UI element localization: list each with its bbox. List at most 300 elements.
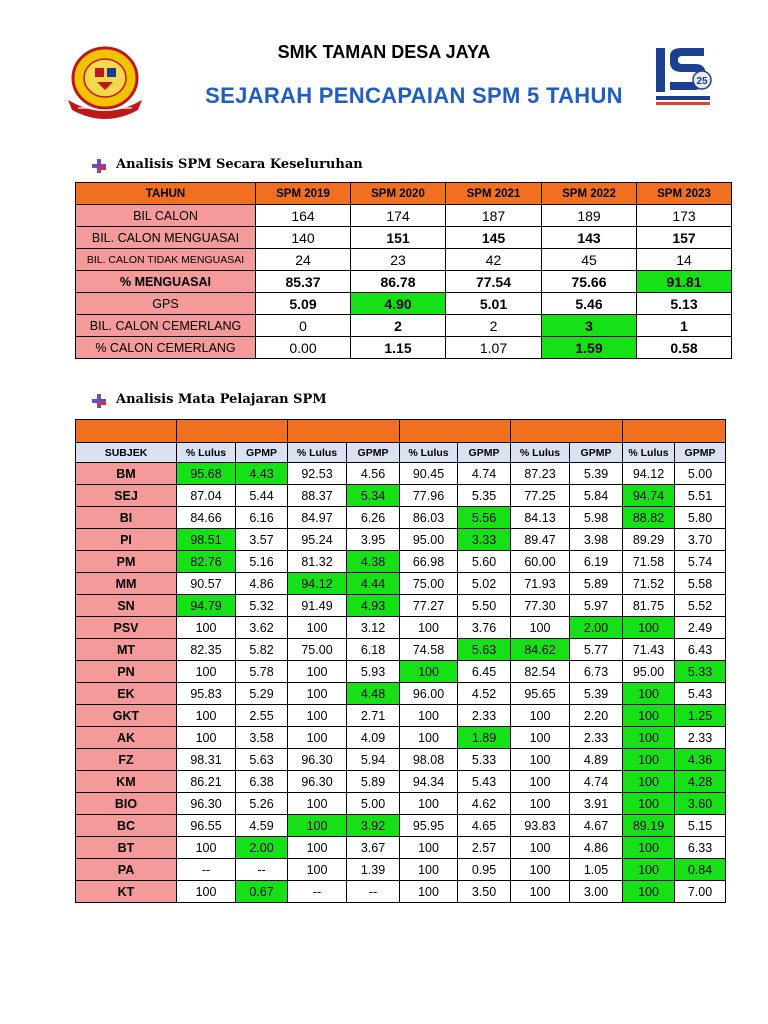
table-row [76, 205, 732, 227]
table-cell-highlight: 95.68 [177, 463, 236, 485]
table-cell: 100 [288, 837, 347, 859]
table-cell: 5.00 [347, 793, 400, 815]
row-label: % CALON CEMERLANG [76, 337, 256, 359]
table-row [76, 683, 726, 705]
table-cell-highlight: 100 [623, 793, 675, 815]
table-cell: 95.95 [400, 815, 458, 837]
table-cell: 77.25 [511, 485, 570, 507]
subject-label: KT [76, 881, 177, 903]
table-cell: 100 [400, 837, 458, 859]
table-cell-highlight: 94.12 [288, 573, 347, 595]
table-cell-highlight: 4.43 [236, 463, 288, 485]
table-cell: 164 [256, 205, 351, 227]
table-cell-highlight: 5.63 [458, 639, 511, 661]
subject-label: KM [76, 771, 177, 793]
table-cell-highlight: 4.36 [675, 749, 726, 771]
table-cell: 86.78 [351, 271, 446, 293]
table-cell: 5.09 [256, 293, 351, 315]
table-cell: 66.98 [400, 551, 458, 573]
table-cell: 100 [288, 705, 347, 727]
table-cell: 96.55 [177, 815, 236, 837]
table-cell: 98.31 [177, 749, 236, 771]
table-cell: 100 [511, 771, 570, 793]
table-cell-highlight: 1.89 [458, 727, 511, 749]
table-cell: 89.47 [511, 529, 570, 551]
table-cell-highlight: 100 [623, 881, 675, 903]
table-cell: 5.78 [236, 661, 288, 683]
table-cell: 157 [637, 227, 732, 249]
row-label: % MENGUASAI [76, 271, 256, 293]
table-cell: 3.00 [570, 881, 623, 903]
table-cell: 95.00 [623, 661, 675, 683]
table-cell: 71.58 [623, 551, 675, 573]
table-cell: 96.30 [288, 771, 347, 793]
table-cell: 100 [177, 705, 236, 727]
section2-heading [92, 392, 327, 407]
table-cell: 81.32 [288, 551, 347, 573]
table-cell: 2.49 [675, 617, 726, 639]
table-cell: 5.84 [570, 485, 623, 507]
table-row [76, 249, 732, 271]
row-label: BIL. CALON MENGUASAI [76, 227, 256, 249]
subject-label: BT [76, 837, 177, 859]
page-title: SEJARAH PENCAPAIAN SPM 5 TAHUN [205, 83, 623, 108]
table-cell: 90.57 [177, 573, 236, 595]
table-cell: 23 [351, 249, 446, 271]
table-cell-highlight: 100 [623, 771, 675, 793]
table-cell: 2.55 [236, 705, 288, 727]
table-cell-highlight: 91.81 [637, 271, 732, 293]
table-cell-highlight: 100 [623, 727, 675, 749]
table-cell-highlight: 4.28 [675, 771, 726, 793]
table-cell: 3.98 [570, 529, 623, 551]
subject-label: MM [76, 573, 177, 595]
subheader-row [76, 443, 726, 463]
table-cell: 189 [542, 205, 637, 227]
table-cell: 5.39 [570, 683, 623, 705]
table-cell-highlight: 4.93 [347, 595, 400, 617]
table-cell: 82.35 [177, 639, 236, 661]
table-cell: 100 [511, 705, 570, 727]
table-row [76, 793, 726, 815]
table-cell: 1.07 [446, 337, 542, 359]
table-cell: 85.37 [256, 271, 351, 293]
table-cell: 5.43 [458, 771, 511, 793]
table-cell: 5.00 [675, 463, 726, 485]
header-cell [623, 420, 726, 443]
table-row [76, 463, 726, 485]
table-cell: 100 [177, 881, 236, 903]
table-cell: 100 [511, 881, 570, 903]
column-header: SUBJEK [76, 443, 177, 463]
table-cell: 5.02 [458, 573, 511, 595]
subject-label: BM [76, 463, 177, 485]
table-cell: 93.83 [511, 815, 570, 837]
table-cell: 100 [177, 727, 236, 749]
table-cell: 100 [511, 617, 570, 639]
table-cell: 87.04 [177, 485, 236, 507]
table-cell: 4.65 [458, 815, 511, 837]
table-cell: 5.51 [675, 485, 726, 507]
table-cell-highlight: 100 [288, 815, 347, 837]
table-cell: 3.76 [458, 617, 511, 639]
table-cell: 0.58 [637, 337, 732, 359]
table-cell: 187 [446, 205, 542, 227]
table-row [76, 639, 726, 661]
table-cell-highlight: 0.67 [236, 881, 288, 903]
table-cell-highlight: 100 [623, 705, 675, 727]
section2-title: Analisis Mata Pelajaran SPM [116, 392, 327, 407]
table-row [76, 485, 726, 507]
table-cell: 94.12 [623, 463, 675, 485]
table-cell: 1.15 [351, 337, 446, 359]
table-cell: 100 [400, 727, 458, 749]
table-cell: 5.29 [236, 683, 288, 705]
table-cell-highlight: 4.38 [347, 551, 400, 573]
column-header: % Lulus [511, 443, 570, 463]
table-cell: 6.16 [236, 507, 288, 529]
table-cell: 1 [637, 315, 732, 337]
table-cell: -- [347, 881, 400, 903]
table-cell: 100 [288, 661, 347, 683]
table-row [76, 573, 726, 595]
table-cell: 4.62 [458, 793, 511, 815]
table-cell: 3.12 [347, 617, 400, 639]
table-cell: 98.08 [400, 749, 458, 771]
table-cell: 100 [511, 727, 570, 749]
table-cell: 96.00 [400, 683, 458, 705]
table-cell: 14 [637, 249, 732, 271]
table-cell: 96.30 [177, 793, 236, 815]
table-cell: 6.18 [347, 639, 400, 661]
table-cell: 6.45 [458, 661, 511, 683]
subject-label: FZ [76, 749, 177, 771]
table-row [76, 507, 726, 529]
table-row [76, 859, 726, 881]
table-row [76, 749, 726, 771]
table-cell: 100 [400, 617, 458, 639]
table-row [76, 529, 726, 551]
table-cell: 5.94 [347, 749, 400, 771]
column-header: GPMP [236, 443, 288, 463]
table-cell: 5.16 [236, 551, 288, 573]
table-cell: 2 [351, 315, 446, 337]
table-cell: 5.33 [458, 749, 511, 771]
table-cell: 3.67 [347, 837, 400, 859]
section1-heading [92, 157, 363, 172]
table-cell: 95.83 [177, 683, 236, 705]
table-cell: 2.33 [570, 727, 623, 749]
table-row [76, 705, 726, 727]
table-cell: 95.65 [511, 683, 570, 705]
table-cell-highlight: 1.59 [542, 337, 637, 359]
table-cell: 6.38 [236, 771, 288, 793]
table-cell: 5.52 [675, 595, 726, 617]
table-cell: 24 [256, 249, 351, 271]
table-cell: 5.39 [570, 463, 623, 485]
table-cell: 74.58 [400, 639, 458, 661]
subject-label: PSV [76, 617, 177, 639]
table-row [76, 837, 726, 859]
table-cell-highlight: 82.76 [177, 551, 236, 573]
table-cell-highlight: 100 [623, 749, 675, 771]
table-cell: 77.27 [400, 595, 458, 617]
column-header: TAHUN [76, 183, 256, 205]
row-label: BIL CALON [76, 205, 256, 227]
table-cell: -- [236, 859, 288, 881]
table-cell-highlight: 3.92 [347, 815, 400, 837]
table-cell: 6.19 [570, 551, 623, 573]
table-cell: 6.33 [675, 837, 726, 859]
table-cell: 4.59 [236, 815, 288, 837]
table-row [76, 337, 732, 359]
table-cell: 5.15 [675, 815, 726, 837]
subject-label: PN [76, 661, 177, 683]
table-cell-highlight: 4.48 [347, 683, 400, 705]
column-header: SPM 2022 [542, 183, 637, 205]
table-cell: 2.33 [675, 727, 726, 749]
table-cell: 5.80 [675, 507, 726, 529]
table-cell-highlight: 3.33 [458, 529, 511, 551]
column-header: SPM 2020 [351, 183, 446, 205]
table-cell: 5.13 [637, 293, 732, 315]
table-cell: 2.71 [347, 705, 400, 727]
table-row [76, 227, 732, 249]
table-cell: 5.50 [458, 595, 511, 617]
school-name: SMK TAMAN DESA JAYA [277, 42, 491, 62]
table-cell: 100 [177, 617, 236, 639]
table-cell: 100 [511, 793, 570, 815]
header-cell [400, 420, 511, 443]
table-cell: 2 [446, 315, 542, 337]
table-cell: 3.91 [570, 793, 623, 815]
row-label: BIL. CALON TIDAK MENGUASAI [76, 249, 256, 271]
table-cell: 145 [446, 227, 542, 249]
subject-analysis-table [75, 419, 726, 903]
table-cell-highlight: 4.44 [347, 573, 400, 595]
table-cell: -- [288, 881, 347, 903]
table-cell: 4.74 [458, 463, 511, 485]
table-cell: 75.66 [542, 271, 637, 293]
table-cell: 7.00 [675, 881, 726, 903]
table-cell: 42 [446, 249, 542, 271]
table-cell: 5.63 [236, 749, 288, 771]
table-cell: 95.00 [400, 529, 458, 551]
table-cell: 75.00 [400, 573, 458, 595]
table-cell: 0 [256, 315, 351, 337]
column-header: SPM 2023 [637, 183, 732, 205]
table-cell: 6.26 [347, 507, 400, 529]
table-cell: 71.93 [511, 573, 570, 595]
table-cell: 2.57 [458, 837, 511, 859]
table-cell-highlight: 100 [400, 661, 458, 683]
table-cell-highlight: 88.82 [623, 507, 675, 529]
table-row [76, 881, 726, 903]
subject-label: GKT [76, 705, 177, 727]
table-cell-highlight: 2.00 [236, 837, 288, 859]
header-cell [511, 420, 623, 443]
bullet-icon [92, 159, 106, 173]
table-cell: 71.52 [623, 573, 675, 595]
table-cell: 94.34 [400, 771, 458, 793]
table-cell: 5.77 [570, 639, 623, 661]
table-cell: 4.89 [570, 749, 623, 771]
table-cell: 100 [288, 727, 347, 749]
table-row [76, 271, 732, 293]
table-cell: 95.24 [288, 529, 347, 551]
column-header: GPMP [675, 443, 726, 463]
header-cell [76, 420, 177, 443]
table-cell: 1.05 [570, 859, 623, 881]
table-row [76, 315, 732, 337]
year-header-row [76, 420, 726, 443]
column-header: % Lulus [288, 443, 347, 463]
table-cell: 5.82 [236, 639, 288, 661]
table-cell: 5.74 [675, 551, 726, 573]
table-cell: 71.43 [623, 639, 675, 661]
table-cell: 5.89 [347, 771, 400, 793]
column-header: GPMP [347, 443, 400, 463]
table-cell: 6.43 [675, 639, 726, 661]
table-cell: 82.54 [511, 661, 570, 683]
overall-analysis-table [75, 182, 732, 359]
table-cell: 4.74 [570, 771, 623, 793]
table-cell: 100 [511, 859, 570, 881]
table-cell: 84.66 [177, 507, 236, 529]
table-cell: 173 [637, 205, 732, 227]
table-cell: -- [177, 859, 236, 881]
table-cell: 5.46 [542, 293, 637, 315]
table-cell: 100 [288, 793, 347, 815]
table-cell: 5.01 [446, 293, 542, 315]
logo-number: 25 [696, 76, 708, 87]
table-cell: 3.58 [236, 727, 288, 749]
table-cell: 143 [542, 227, 637, 249]
table-cell: 77.30 [511, 595, 570, 617]
subject-label: SN [76, 595, 177, 617]
column-header: % Lulus [400, 443, 458, 463]
table-cell: 4.52 [458, 683, 511, 705]
table-cell-highlight: 100 [623, 683, 675, 705]
table-cell: 84.97 [288, 507, 347, 529]
table-cell: 100 [400, 705, 458, 727]
table-cell: 0.95 [458, 859, 511, 881]
subject-label: AK [76, 727, 177, 749]
subject-label: BI [76, 507, 177, 529]
table-cell: 100 [400, 881, 458, 903]
subject-label: PI [76, 529, 177, 551]
table-cell: 88.37 [288, 485, 347, 507]
table-cell: 5.98 [570, 507, 623, 529]
subject-label: BC [76, 815, 177, 837]
row-label: GPS [76, 293, 256, 315]
subject-label: PM [76, 551, 177, 573]
table-cell: 6.73 [570, 661, 623, 683]
table-cell: 4.86 [236, 573, 288, 595]
table-row [76, 771, 726, 793]
table-row [76, 661, 726, 683]
table-row [76, 595, 726, 617]
table-cell: 45 [542, 249, 637, 271]
table-cell: 5.93 [347, 661, 400, 683]
table-cell: 5.89 [570, 573, 623, 595]
table-cell-highlight: 3.60 [675, 793, 726, 815]
table-cell: 4.86 [570, 837, 623, 859]
table-cell: 89.29 [623, 529, 675, 551]
subject-label: BIO [76, 793, 177, 815]
column-header: GPMP [458, 443, 511, 463]
table-cell: 4.67 [570, 815, 623, 837]
table-cell: 75.00 [288, 639, 347, 661]
table-cell: 1.39 [347, 859, 400, 881]
table-header-row [76, 183, 732, 205]
table-cell: 3.62 [236, 617, 288, 639]
table-cell: 4.09 [347, 727, 400, 749]
table-cell: 2.20 [570, 705, 623, 727]
table-cell: 91.49 [288, 595, 347, 617]
table-cell: 100 [288, 859, 347, 881]
table-cell-highlight: 3 [542, 315, 637, 337]
table-row [76, 293, 732, 315]
subject-label: MT [76, 639, 177, 661]
column-header: % Lulus [623, 443, 675, 463]
column-header: % Lulus [177, 443, 236, 463]
table-cell-highlight: 94.74 [623, 485, 675, 507]
table-cell: 96.30 [288, 749, 347, 771]
table-cell: 3.95 [347, 529, 400, 551]
table-cell: 100 [511, 749, 570, 771]
table-cell: 5.32 [236, 595, 288, 617]
bullet-icon [92, 394, 106, 408]
table-cell: 77.54 [446, 271, 542, 293]
table-cell-highlight: 94.79 [177, 595, 236, 617]
table-cell: 60.00 [511, 551, 570, 573]
table-row [76, 551, 726, 573]
table-cell: 140 [256, 227, 351, 249]
table-cell-highlight: 100 [623, 837, 675, 859]
table-cell: 81.75 [623, 595, 675, 617]
table-cell: 86.03 [400, 507, 458, 529]
table-row [76, 727, 726, 749]
header-cell [177, 420, 288, 443]
table-cell-highlight: 89.19 [623, 815, 675, 837]
table-cell-highlight: 1.25 [675, 705, 726, 727]
table-cell: 100 [177, 661, 236, 683]
column-header: GPMP [570, 443, 623, 463]
row-label: BIL. CALON CEMERLANG [76, 315, 256, 337]
table-cell: 3.57 [236, 529, 288, 551]
section1-title: Analisis SPM Secara Keseluruhan [116, 157, 363, 172]
table-cell: 5.26 [236, 793, 288, 815]
table-cell: 100 [511, 837, 570, 859]
table-cell: 151 [351, 227, 446, 249]
table-cell: 92.53 [288, 463, 347, 485]
subject-rows [76, 463, 726, 903]
table-cell: 2.33 [458, 705, 511, 727]
table-cell: 100 [288, 683, 347, 705]
table-cell: 5.44 [236, 485, 288, 507]
table-cell: 5.60 [458, 551, 511, 573]
table-cell: 90.45 [400, 463, 458, 485]
table-cell-highlight: 84.62 [511, 639, 570, 661]
table-cell-highlight: 5.33 [675, 661, 726, 683]
table-cell-highlight: 5.56 [458, 507, 511, 529]
subject-label: EK [76, 683, 177, 705]
header-cell [288, 420, 400, 443]
table-cell: 100 [400, 793, 458, 815]
table-cell: 87.23 [511, 463, 570, 485]
table-cell-highlight: 100 [623, 859, 675, 881]
